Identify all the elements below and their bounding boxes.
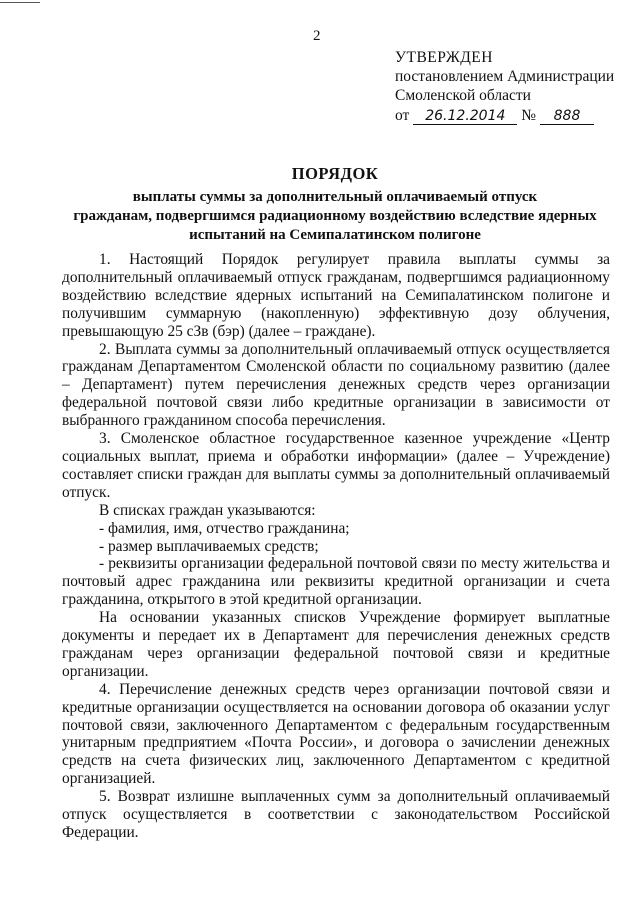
- paragraph-1: 1. Настоящий Порядок регулирует правила выплаты суммы за дополнительный оплачиваемый отпуск гражданам, подвергшимся радиационному воздействию вследствие ядерных испытаний на Семипалатинском полигоне и получившим суммарную (накопленную) эффективную дозу облучения, превышающую 25 сЗв (бэр) (далее – граждане).: [62, 251, 610, 340]
- paragraph-3: 3. Смоленское областное государственное казенное учреждение «Центр социальных выплат, приема и обработки информации» (далее – Учреждение) составляет списки граждан для выплаты суммы за дополнительный оплачиваемый отпуск.: [62, 430, 610, 501]
- approval-heading: УТВЕРЖДЕН: [395, 49, 493, 66]
- document-title: [50, 164, 620, 245]
- number-prefix: №: [521, 107, 536, 124]
- title-main: ПОРЯДОК: [291, 164, 379, 183]
- title-line-2: гражданам, подвергшимся радиационному воздействию вследствие ядерных: [73, 208, 597, 224]
- scan-corner-mark: [0, 2, 40, 3]
- approval-date-row: [395, 106, 635, 125]
- handwritten-date: 26.12.2014: [413, 108, 517, 125]
- list-item-name: - фамилия, имя, отчество гражданина;: [99, 519, 350, 537]
- paragraph-documents: На основании указанных списков Учреждение формирует выплатные документы и передает их в Департамент для перечисления денежных средств гражданам через организации федеральной почтовой связи и кредитные организации.: [62, 609, 610, 680]
- paragraph-2: 2. Выплата суммы за дополнительный оплачиваемый отпуск осуществляется гражданам Департаментом Смоленской области по социальному развитию (далее – Департамент) путем перечисления денежных средств через организации федеральной почтовой связи либо кредитные организации в зависимости от выбранного гражданином способа перечисления.: [62, 340, 610, 430]
- approval-line-1: постановлением Администрации: [395, 68, 615, 85]
- paragraph-5: 5. Возврат излишне выплаченных сумм за дополнительный оплачиваемый отпуск осуществляется в соответствии с законодательством Российской Федерации.: [62, 788, 610, 841]
- date-prefix: от: [395, 107, 410, 124]
- handwritten-number: 888: [540, 108, 594, 125]
- approval-line-2: Смоленской области: [395, 87, 531, 104]
- approval-stamp: [395, 48, 635, 125]
- document-body: [62, 251, 610, 842]
- paragraph-4: 4. Перечисление денежных средств через организации почтовой связи и кредитные организации осуществляется на основании договора об оказании услуг почтовой связи, заключенного Департаментом с федеральным государственным унитарным предприятием «Почта России», и договора о зачислении денежных средств на счета физических лиц, заключенного Департаментом с кредитной организацией.: [62, 680, 610, 788]
- title-line-1: выплаты суммы за дополнительный оплачиваемый отпуск: [132, 189, 538, 205]
- list-item-requisites: - реквизиты организации федеральной почтовой связи по месту жительства и почтовый адрес гражданина или реквизиты кредитной организации и счета гражданина, открытого в этой кредитной организации.: [62, 555, 610, 609]
- page-number: 2: [313, 28, 321, 44]
- list-item-amount: - размер выплачиваемых средств;: [99, 537, 319, 555]
- title-line-3: испытаний на Семипалатинском полигоне: [189, 227, 481, 243]
- paragraph-list-intro: В списках граждан указываются:: [99, 501, 316, 519]
